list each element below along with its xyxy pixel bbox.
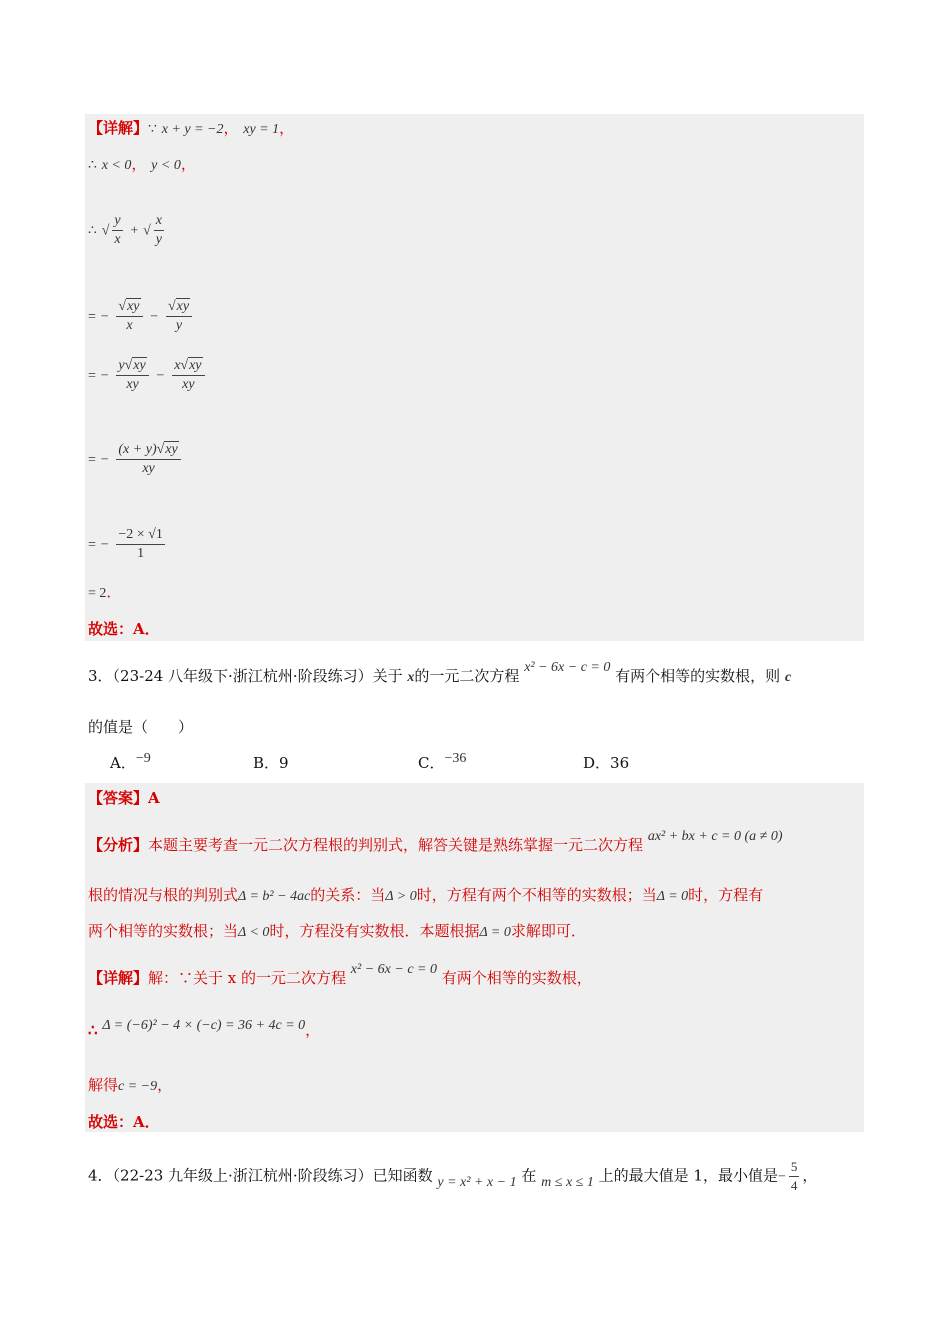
inequality-y: y < 0 xyxy=(151,158,181,173)
analysis-line-3: 两个相等的实数根；当Δ < 0时，方程没有实数根．本题根据Δ = 0求解即可． xyxy=(88,922,586,940)
question-4-range: m ≤ x ≤ 1 xyxy=(541,1174,594,1190)
analysis-line-2: 根的情况与根的判别式Δ = b² − 4ac的关系：当Δ > 0时，方程有两个不相等的实数根；当Δ = 0时，方程有 xyxy=(88,886,764,904)
answer-line: 【答案】A xyxy=(88,789,160,807)
result-line: = 2． xyxy=(88,583,122,601)
question-3-line-2: 的值是（ ） xyxy=(88,718,194,736)
choice-line-2: 故选：A． xyxy=(88,1113,160,1131)
choice-line-1: 故选：A． xyxy=(88,620,160,638)
equation-product: xy = 1 xyxy=(243,122,280,137)
question-3-equation: x² − 6x − c = 0 xyxy=(524,660,611,675)
expression-step-1: = − $\frac{√xy}{x}$ − $\frac{√xy}{y}$ xyxy=(88,298,195,335)
answer-value: A xyxy=(148,789,160,807)
expression-step-0: ∴ √ $\frac{y}{x}$ + √ $\frac{x}{y}$ xyxy=(88,213,162,247)
detail-line-2: 【详解】解：∵关于 x 的一元二次方程 x² − 6x − c = 0 有两个相等的实数根， xyxy=(88,962,592,987)
solve-line: 解得c = −9， xyxy=(88,1076,173,1094)
inequality-x: x < 0 xyxy=(101,158,132,173)
discriminant-calc: Δ = (−6)² − 4 × (−c) = 36 + 4c = 0 xyxy=(102,1018,306,1033)
discriminant-calc-line: ∴ Δ = (−6)² − 4 × (−c) = 36 + 4c = 0， xyxy=(88,1018,321,1039)
question-3-line-1: 3．（23-24 八年级下·浙江杭州·阶段练习）关于 x的一元二次方程 x² − 6x − c = 0 有两个相等的实数根，则 c xyxy=(88,660,792,685)
question-4-function: y = x² + x − 1 xyxy=(437,1174,517,1190)
question-4-line-1: 4．（22-23 九年级上·浙江杭州·阶段练习）已知函数 y = x² + x − 1 在 m ≤ x ≤ 1 上的最大值是 1，最小值是− $\frac{5}{4}$ ， xyxy=(88,1159,818,1193)
detail-line-1: 【详解】∵ x + y = −2， xy = 1， xyxy=(88,119,295,137)
option-a[interactable]: A．−9 xyxy=(110,751,151,772)
detail-label: 【详解】 xyxy=(88,119,149,137)
expression-step-2: = − $\frac{y√xy}{xy}$ − $\frac{x√xy}{xy}$ xyxy=(88,357,208,394)
because-symbol: ∵ xyxy=(148,122,157,137)
analysis-line-1: 【分析】本题主要考查一元二次方程根的判别式，解答关键是熟练掌握一元二次方程 ax² + bx + c = 0 (a ≠ 0) xyxy=(88,829,783,854)
option-c[interactable]: C．−36 xyxy=(418,751,467,772)
inequality-line: ∴ x < 0， y < 0， xyxy=(88,155,196,173)
expression-step-3: = − $\frac{(x + y)√xy}{xy}$ xyxy=(88,441,184,478)
expression-step-4: = − $\frac{-2 \times √1}{1}$ xyxy=(88,527,163,561)
general-equation: ax² + bx + c = 0 (a ≠ 0) xyxy=(647,829,783,844)
equation-sum: x + y = −2 xyxy=(161,122,224,137)
option-b[interactable]: B．9 xyxy=(253,754,289,772)
option-d[interactable]: D．36 xyxy=(583,754,630,772)
